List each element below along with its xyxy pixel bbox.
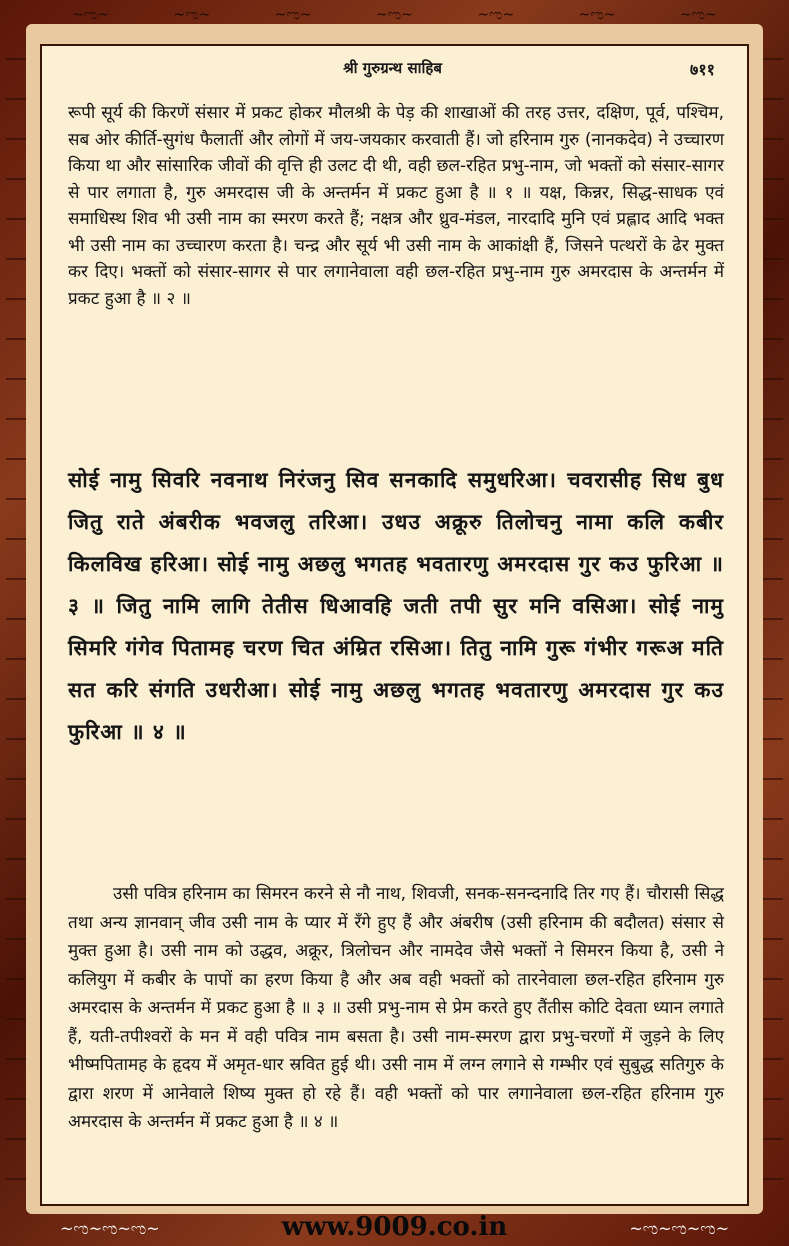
- gurbani-verse: सोई नामु सिवरि नवनाथ निरंजनु सिव सनकादि समुधरिआ। चवरासीह सिध बुध जितु राते अंबरीक भवजलु तरिआ। उधउ अक्रूरु तिलोचनु नामा कलि कबीर किलविख हरिआ। सोई नामु अछलु भगतह भवतारणु अमरदास गुर कउ फुरिआ ॥ ३ ॥ जितु नामि लागि तेतीस धिआवहि जती तपी सुर मनि वसिआ। सोई नामु सिमरि गंगेव पितामह चरण चित अंम्रित रसिआ। तितु नामि गुरू गंभीर गरूअ मति सत करि संगति उधरीआ। सोई नामु अछलु भगतह भवतारणु अमरदास गुर कउ फुरिआ ॥ ४ ॥: [68, 468, 724, 744]
- website-url: www.9009.co.in: [281, 1212, 508, 1242]
- top-ornament: ~ಌ~ ~ಌ~ ~ಌ~ ~ಌ~ ~ಌ~ ~ಌ~ ~ಌ~: [72, 7, 717, 23]
- page-number: ७११: [690, 60, 715, 79]
- commentary-paragraph-1: रूपी सूर्य की किरणें संसार में प्रकट होकर मौलश्री के पेड़ की शाखाओं की तरह उत्तर, दक्षिण, पूर्व, पश्चिम, सब ओर कीर्ति-सुगंध फैलातीं और लोगों में जय-जयकार करवाती हैं। जो हरिनाम गुरु (नानकदेव) ने उच्चारण किया था और सांसारिक जीवों की वृत्ति ही उलट दी थी, वही छल-रहित प्रभु-नाम, जो भक्तों को संसार-सागर से पार लगाता है, गुरु अमरदास जी के अन्तर्मन में प्रकट हुआ है ॥ १ ॥ यक्ष, किन्नर, सिद्ध-साधक एवं समाधिस्थ शिव भी उसी नाम का स्मरण करते हैं; नक्षत्र और ध्रुव-मंडल, नारदादि मुनि एवं प्रह्लाद आदि भक्त भी उसी नाम का उच्चारण करता है। चन्द्र और सूर्य भी उसी नाम के आकांक्षी हैं, जिसने पत्थरों के ढेर मुक्त कर दिए। भक्तों को संसार-सागर से पार लगानेवाला वही छल-रहित प्रभु-नाम गुरु अमरदास के अन्तर्मन में प्रकट हुआ है ॥ २ ॥: [68, 103, 724, 309]
- right-ornament: [763, 40, 783, 1190]
- left-scroll-ornament: ~ಌ~ಌ~ಌ~: [60, 1219, 160, 1238]
- page-header: [60, 58, 725, 84]
- left-ornament: [6, 40, 26, 1190]
- commentary-paragraph-2: उसी पवित्र हरिनाम का सिमरन करने से नौ नाथ, शिवजी, सनक-सनन्दनादि तिर गए हैं। चौरासी सिद्ध तथा अन्य ज्ञानवान् जीव उसी नाम के प्यार में रँगे हुए हैं और अंबरीष (उसी हरिनाम की बदौलत) संसार से मुक्त हुआ है। उसी नाम को उद्धव, अक्रूर, त्रिलोचन और नामदेव जैसे भक्तों ने सिमरन किया है, उसी ने कलियुग में कबीर के पापों का हरण किया है और अब वही भक्तों को तारनेवाला छल-रहित हरिनाम गुरु अमरदास के अन्तर्मन में प्रकट हुआ है ॥ ३ ॥ उसी प्रभु-नाम से प्रेम करते हुए तैंतीस कोटि देवता ध्यान लगाते हैं, यती-तपीश्वरों के मन में वही पवित्र नाम बसता है। उसी नाम-स्मरण द्वारा प्रभु-चरणों में जुड़ने के लिए भीष्मपितामह के हृदय में अमृत-धार स्रवित हुई थी। उसी नाम में लग्न लगाने से गम्भीर एवं सुबुद्ध सतिगुरु के द्वारा शरण में आनेवाले शिष्य मुक्त हो रहे हैं। वही भक्तों को पार लगानेवाला छल-रहित हरिनाम गुरु अमरदास के अन्तर्मन में प्रकट हुआ है ॥ ४ ॥: [68, 884, 724, 1132]
- right-scroll-ornament: ~ಌ~ಌ~ಌ~: [629, 1219, 729, 1238]
- book-title: श्री गुरुग्रन्थ साहिब: [343, 59, 442, 77]
